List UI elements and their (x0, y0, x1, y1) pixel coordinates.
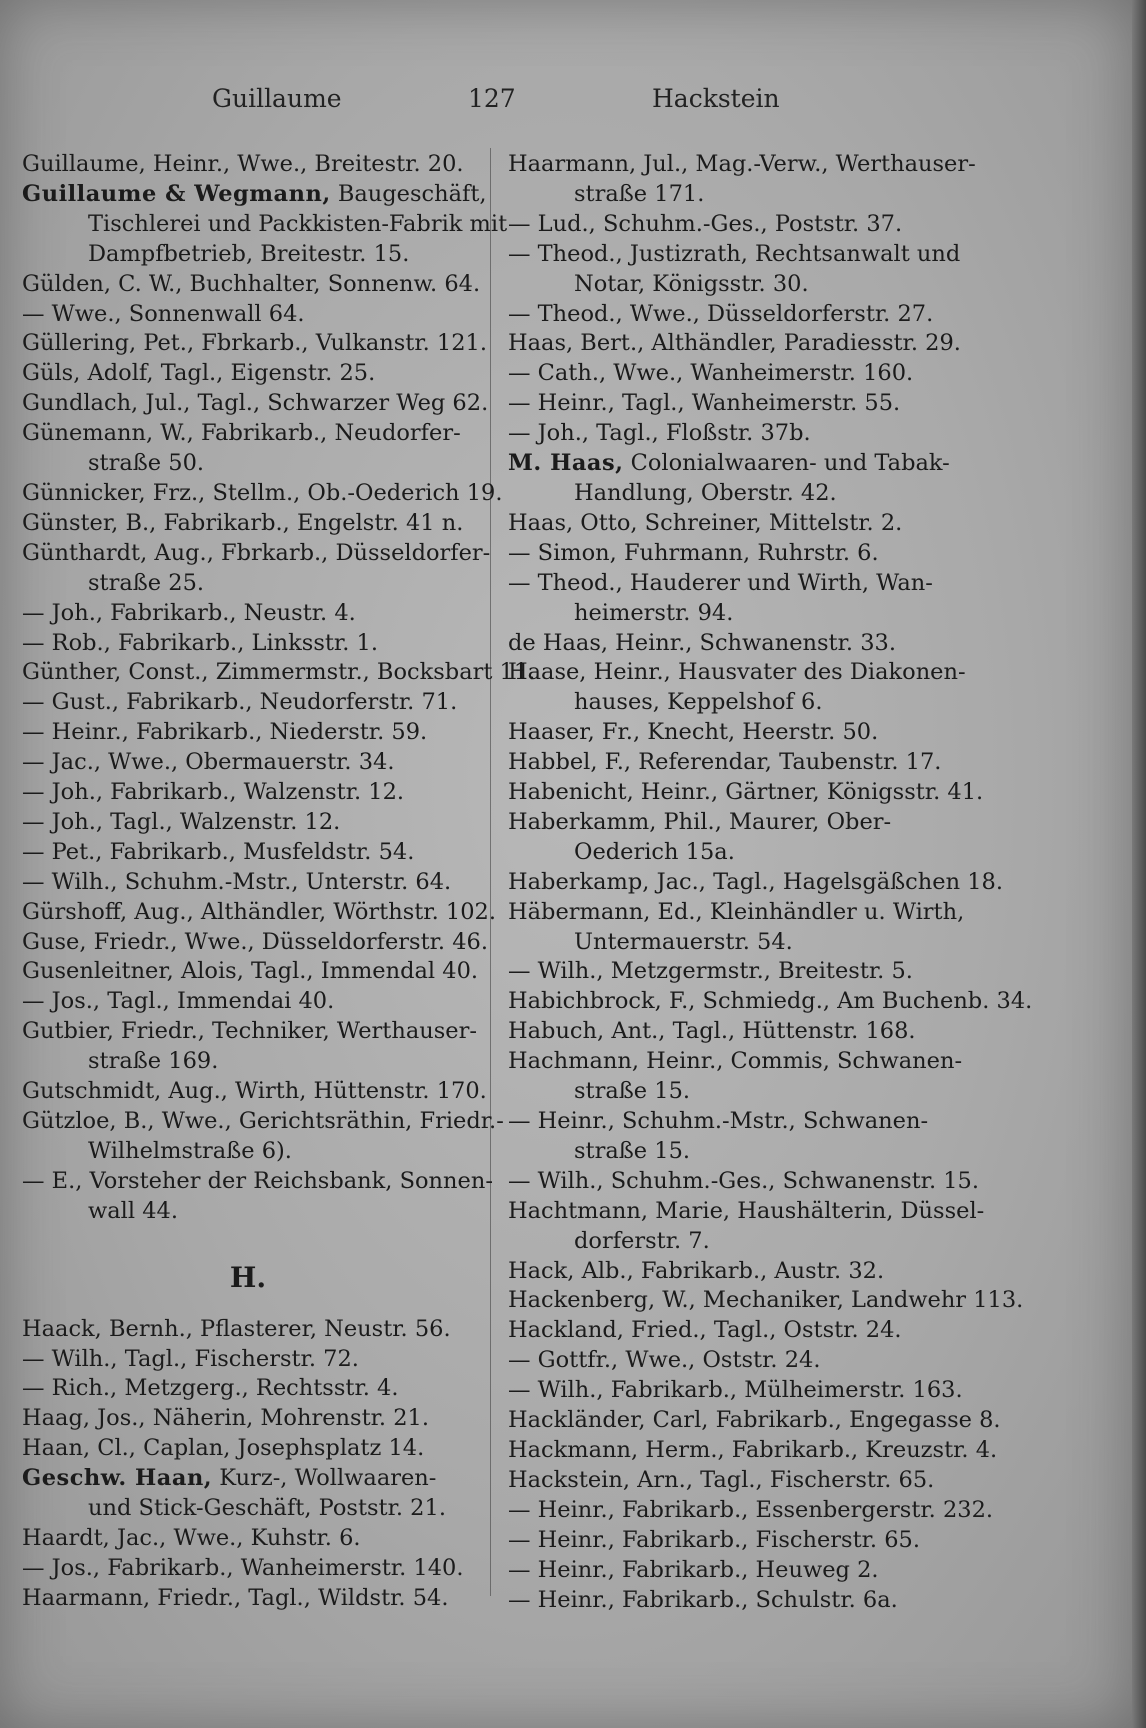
header-left-catchword: Guillaume (212, 84, 342, 113)
entry-line: Kurz-, Wollwaaren- (212, 1465, 437, 1492)
entry-line: — Heinr., Fabrikarb., Niederstr. 59. (22, 719, 428, 746)
entry-line: — Heinr., Fabrikarb., Schulstr. 6a. (508, 1586, 898, 1613)
directory-entry (22, 599, 474, 629)
entry-line: — Joh., Tagl., Floßstr. 37b. (508, 420, 811, 447)
entry-line: — Joh., Fabrikarb., Neustr. 4. (22, 599, 356, 626)
directory-entry (508, 329, 978, 359)
header-right-catchword: Hackstein (652, 84, 780, 113)
entry-line: Guse, Friedr., Wwe., Düsseldorferstr. 46. (22, 928, 489, 955)
directory-entry (22, 718, 474, 748)
directory-entry (22, 928, 489, 958)
entry-line: — Jos., Fabrikarb., Wanheimerstr. 140. (22, 1554, 464, 1581)
directory-entry (508, 1167, 978, 1197)
entry-line: — Theod., Justizrath, Rechtsanwalt und (508, 240, 961, 267)
directory-entry (22, 1374, 474, 1404)
directory-entry (508, 778, 984, 808)
directory-entry (508, 1556, 978, 1586)
entry-line: Güllering, Pet., Fbrkarb., Vulkanstr. 121. (22, 330, 488, 357)
directory-entry (22, 1434, 474, 1464)
entry-line: Güls, Adolf, Tagl., Eigenstr. 25. (22, 360, 376, 387)
entry-line: Untermauerstr. 54. (574, 928, 793, 955)
entry-line: Habbel, F., Referendar, Taubenstr. 17. (508, 749, 942, 776)
directory-entry (508, 509, 978, 539)
directory-entry (508, 539, 978, 569)
directory-entry (22, 1404, 474, 1434)
directory-entry (22, 1107, 504, 1167)
directory-entry (508, 1436, 998, 1466)
entry-line: straße 50. (88, 450, 205, 477)
directory-entry (508, 658, 978, 718)
entry-line: Haas, Otto, Schreiner, Mittelstr. 2. (508, 509, 903, 536)
entry-line: dorferstr. 7. (574, 1227, 710, 1254)
directory-entry (22, 150, 474, 180)
directory-entry (508, 150, 978, 210)
directory-entry (508, 987, 1033, 1017)
left-column (22, 150, 536, 1614)
directory-entry (508, 359, 978, 389)
directory-entry (508, 1286, 1024, 1316)
directory-entry (22, 957, 479, 987)
column-divider (490, 148, 491, 1596)
directory-entry (22, 539, 491, 599)
entry-line: Haardt, Jac., Wwe., Kuhstr. 6. (22, 1524, 361, 1551)
directory-entry (22, 180, 508, 270)
directory-entry (22, 1345, 474, 1375)
entry-line: de Haas, Heinr., Schwanenstr. 33. (508, 629, 896, 656)
entry-line: — Lud., Schuhm.-Ges., Poststr. 37. (508, 210, 903, 237)
entry-line: — Rob., Fabrikarb., Linksstr. 1. (22, 629, 378, 656)
entry-line: Gülden, C. W., Buchhalter, Sonnenw. 64. (22, 270, 481, 297)
directory-entry (22, 778, 474, 808)
entry-line: Gützloe, B., Wwe., Gerichtsräthin, Friedr.- (22, 1108, 504, 1134)
directory-entry (508, 240, 978, 300)
entry-line: Hack, Alb., Fabrikarb., Austr. 32. (508, 1257, 885, 1284)
entry-line: Gusenleitner, Alois, Tagl., Immendal 40. (22, 958, 479, 985)
entry-line: Hackstein, Arn., Tagl., Fischerstr. 65. (508, 1466, 935, 1493)
directory-entry (22, 987, 474, 1017)
directory-entry (22, 509, 474, 539)
page-header (0, 84, 1132, 124)
entry-line: — Theod., Hauderer und Wirth, Wan- (508, 569, 933, 596)
entry-line: Guillaume, Heinr., Wwe., Breitestr. 20. (22, 151, 464, 177)
entry-line: Gutschmidt, Aug., Wirth, Hüttenstr. 170. (22, 1078, 487, 1105)
directory-entry (22, 898, 496, 928)
entry-line: — Pet., Fabrikarb., Musfeldstr. 54. (22, 838, 415, 865)
page-number: 127 (468, 84, 516, 113)
entry-line: — Jos., Tagl., Immendai 40. (22, 988, 335, 1015)
entry-line: — Rich., Metzgerg., Rechtsstr. 4. (22, 1375, 399, 1402)
entry-line: Haack, Bernh., Pflasterer, Neustr. 56. (22, 1315, 451, 1342)
directory-entry (508, 1346, 978, 1376)
entry-line: Haag, Jos., Näherin, Mohrenstr. 21. (22, 1405, 429, 1432)
directory-entry (508, 629, 978, 659)
entry-line: — Wilh., Schuhm.-Ges., Schwanenstr. 15. (508, 1167, 980, 1194)
entry-line: straße 25. (88, 569, 205, 596)
entry-line: wall 44. (88, 1197, 178, 1224)
directory-entry (22, 389, 489, 419)
entry-line: — Wilh., Tagl., Fischerstr. 72. (22, 1345, 359, 1372)
entry-line: hauses, Keppelshof 6. (574, 689, 823, 716)
entry-line: — Heinr., Fabrikarb., Fischerstr. 65. (508, 1526, 921, 1553)
directory-entry (22, 1167, 493, 1227)
entry-line: straße 15. (574, 1078, 691, 1105)
entry-line: Habenicht, Heinr., Gärtner, Königsstr. 41. (508, 779, 984, 806)
entry-line: Tischlerei und Packkisten-Fabrik mit (88, 210, 508, 237)
entry-line: Gutbier, Friedr., Techniker, Werthauser- (22, 1018, 477, 1045)
entry-line: — Heinr., Schuhm.-Mstr., Schwanen- (508, 1108, 929, 1134)
directory-entry (22, 868, 474, 898)
page-edge-shadow (1132, 0, 1146, 1728)
entry-line: Hackländer, Carl, Fabrikarb., Engegasse 8. (508, 1407, 1001, 1434)
entry-line: — Gottfr., Wwe., Oststr. 24. (508, 1347, 821, 1374)
entry-line: Günnicker, Frz., Stellm., Ob.-Oederich 19. (22, 479, 503, 506)
directory-entry (508, 957, 978, 987)
entry-line: straße 15. (574, 1137, 691, 1164)
entry-line: Oederich 15a. (574, 838, 735, 865)
directory-entry (508, 389, 978, 419)
entry-line: — Joh., Tagl., Walzenstr. 12. (22, 808, 341, 835)
right-column (508, 150, 1033, 1615)
directory-entry (508, 1376, 978, 1406)
entry-line: Günthardt, Aug., Fbrkarb., Düsseldorfer- (22, 539, 491, 566)
entry-line: Dampfbetrieb, Breitestr. 15. (88, 240, 410, 267)
directory-entry (508, 569, 978, 629)
entry-line: Haberkamp, Jac., Tagl., Hagelsgäßchen 18. (508, 868, 1003, 895)
entry-line: Hachmann, Heinr., Commis, Schwanen- (508, 1048, 963, 1075)
directory-entry (508, 300, 978, 330)
entry-line: — Heinr., Fabrikarb., Essenbergerstr. 232. (508, 1496, 994, 1523)
entry-line: Haaser, Fr., Knecht, Heerstr. 50. (508, 719, 879, 746)
directory-entry (508, 1107, 978, 1167)
directory-entry (508, 868, 1003, 898)
entry-line: Haarmann, Jul., Mag.-Verw., Werthauser- (508, 151, 976, 177)
entry-line: — Heinr., Tagl., Wanheimerstr. 55. (508, 390, 901, 417)
directory-entry (22, 838, 474, 868)
entry-line: Habuch, Ant., Tagl., Hüttenstr. 168. (508, 1018, 916, 1045)
entry-line: straße 171. (574, 180, 705, 207)
entry-line: — Wilh., Metzgermstr., Breitestr. 5. (508, 958, 913, 985)
directory-entry (22, 329, 488, 359)
entry-line: — Cath., Wwe., Wanheimerstr. 160. (508, 360, 914, 387)
entry-firm-name: M. Haas, (508, 450, 624, 477)
directory-entry (508, 898, 978, 958)
directory-entry (22, 1017, 477, 1077)
entry-line: straße 169. (88, 1048, 219, 1075)
entry-line: — Heinr., Fabrikarb., Heuweg 2. (508, 1556, 879, 1583)
entry-line: Wilhelmstraße 6). (88, 1137, 292, 1164)
entry-line: Hackenberg, W., Mechaniker, Landwehr 113. (508, 1287, 1024, 1314)
entry-line: Handlung, Oberstr. 42. (574, 479, 837, 506)
entry-line: und Stick-Geschäft, Poststr. 21. (88, 1495, 446, 1522)
directory-entry (22, 270, 481, 300)
entry-line: Notar, Königsstr. 30. (574, 270, 809, 297)
directory-entry (22, 300, 474, 330)
directory-entry (508, 1466, 978, 1496)
directory-entry (22, 359, 474, 389)
entry-line: — Joh., Fabrikarb., Walzenstr. 12. (22, 779, 405, 806)
directory-entry (22, 748, 474, 778)
entry-line: — Wilh., Fabrikarb., Mülheimerstr. 163. (508, 1377, 963, 1404)
entry-line: Günemann, W., Fabrikarb., Neudorfer- (22, 420, 461, 447)
directory-entry (22, 1524, 474, 1554)
section-heading: H. (229, 1260, 267, 1294)
directory-entry (508, 1047, 978, 1107)
directory-entry (508, 808, 978, 868)
entry-line: Gürshoff, Aug., Althändler, Wörthstr. 102. (22, 898, 496, 925)
entry-line: Günster, B., Fabrikarb., Engelstr. 41 n. (22, 509, 464, 536)
directory-entry (508, 1197, 985, 1257)
directory-entry (508, 1017, 978, 1047)
entry-line: Haan, Cl., Caplan, Josephsplatz 14. (22, 1435, 425, 1462)
directory-entry (22, 658, 536, 688)
entry-firm-name: Guillaume & Wegmann, (22, 180, 331, 207)
entry-line: — E., Vorsteher der Reichsbank, Sonnen- (22, 1167, 493, 1194)
entry-line: Baugeschäft, (330, 180, 487, 207)
entry-line: Colonialwaaren- und Tabak- (623, 450, 950, 477)
entry-firm-name: Geschw. Haan, (22, 1465, 213, 1492)
directory-entry (508, 1257, 978, 1287)
directory-entry (508, 1316, 978, 1346)
entry-line: Günther, Const., Zimmermstr., Bocksbart 11. (22, 659, 536, 686)
directory-entry (22, 419, 474, 479)
entry-line: Habichbrock, F., Schmiedg., Am Buchenb. 34. (508, 988, 1033, 1015)
entry-line: — Wilh., Schuhm.-Mstr., Unterstr. 64. (22, 868, 452, 895)
entry-line: Haas, Bert., Althändler, Paradiesstr. 29. (508, 330, 961, 357)
entry-line: Häbermann, Ed., Kleinhändler u. Wirth, (508, 898, 965, 925)
directory-entry (508, 1586, 978, 1616)
entry-line: Hachtmann, Marie, Haushälterin, Düssel- (508, 1197, 985, 1224)
directory-entry (22, 479, 503, 509)
directory-entry (508, 1496, 994, 1526)
directory-entry (508, 748, 978, 778)
directory-entry (22, 1554, 474, 1584)
entry-line: — Wwe., Sonnenwall 64. (22, 300, 305, 327)
entry-line: — Gust., Fabrikarb., Neudorferstr. 71. (22, 689, 458, 716)
entry-line: heimerstr. 94. (574, 599, 734, 626)
entry-line: — Theod., Wwe., Düsseldorferstr. 27. (508, 300, 934, 327)
entry-line: Haase, Heinr., Hausvater des Diakonen- (508, 659, 966, 686)
entry-line: Hackland, Fried., Tagl., Oststr. 24. (508, 1317, 902, 1344)
entry-line: Hackmann, Herm., Fabrikarb., Kreuzstr. 4. (508, 1436, 998, 1463)
directory-entry (508, 419, 978, 449)
directory-entry (22, 1464, 474, 1524)
directory-entry (22, 629, 474, 659)
directory-entry (22, 688, 474, 718)
directory-entry (508, 449, 978, 509)
directory-entry (508, 1526, 978, 1556)
directory-entry (508, 210, 978, 240)
directory-entry (508, 718, 978, 748)
directory-entry (22, 1077, 487, 1107)
directory-entry (22, 808, 474, 838)
entry-line: Haarmann, Friedr., Tagl., Wildstr. 54. (22, 1584, 449, 1611)
directory-entry (508, 1406, 1001, 1436)
entry-line: — Simon, Fuhrmann, Ruhrstr. 6. (508, 539, 879, 566)
entry-line: Haberkamm, Phil., Maurer, Ober- (508, 808, 892, 835)
entry-line: — Jac., Wwe., Obermauerstr. 34. (22, 749, 395, 776)
directory-entry (22, 1584, 474, 1614)
entry-line: Gundlach, Jul., Tagl., Schwarzer Weg 62. (22, 390, 489, 417)
directory-entry (22, 1315, 474, 1345)
